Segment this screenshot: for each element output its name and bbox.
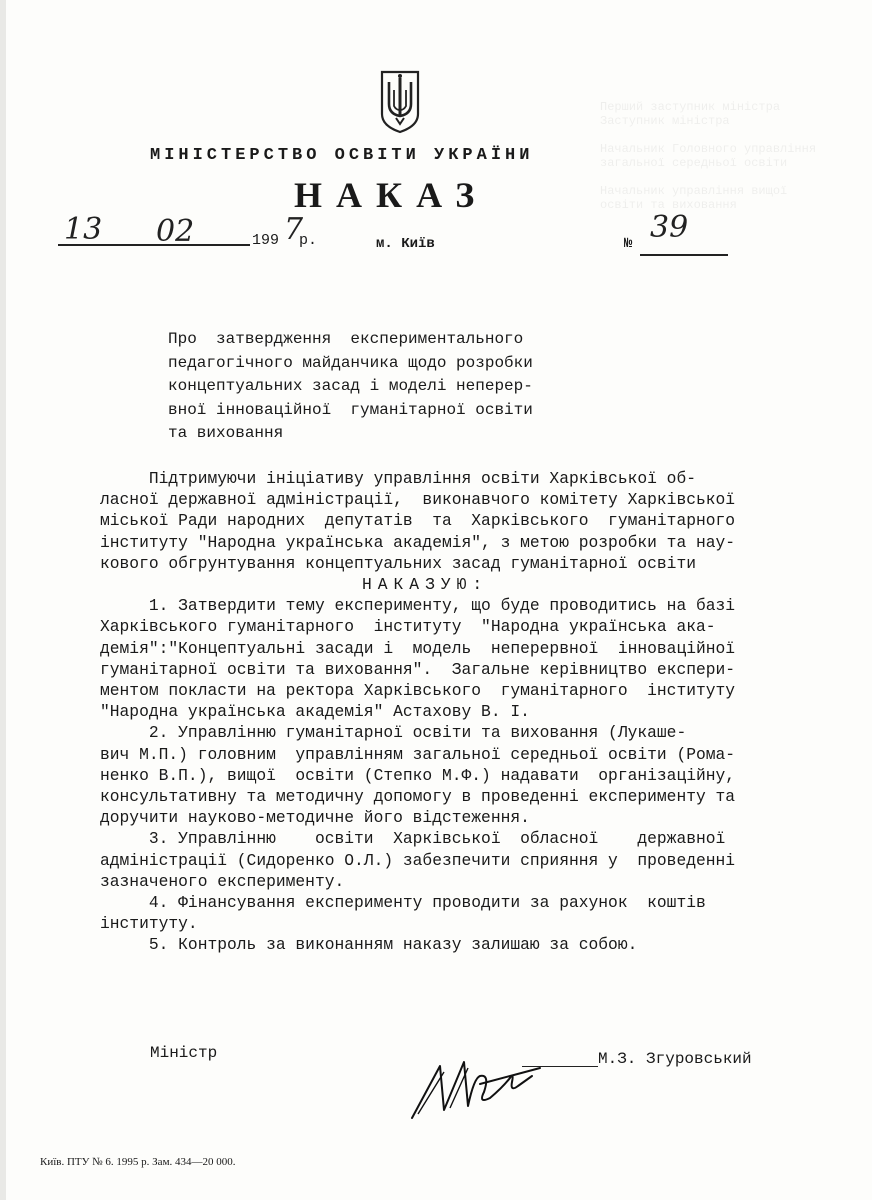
year-prefix: 199 — [252, 232, 280, 249]
preamble-line: міської Ради народних депутатів та Харківського гуманітарного — [100, 511, 736, 531]
subject-line: Про затвердження експериментального — [168, 330, 524, 348]
date-day: 13 — [64, 212, 103, 247]
item-line: 4. Фінансування експерименту проводити за рахунок коштів — [100, 893, 706, 913]
city: м. Київ — [376, 236, 435, 252]
document-type-title: НАКАЗ — [294, 175, 489, 215]
item-line: гуманітарної освіти та виховання". Загальне керівництво експери- — [100, 659, 736, 679]
item-line: 2. Управлінню гуманітарної освіти та виховання (Лукашe- — [100, 723, 687, 743]
year-abbr: р. — [299, 232, 318, 249]
number-label: № — [624, 236, 633, 252]
page-edge — [0, 0, 6, 1200]
year-suffix-handwritten: 7 — [284, 212, 304, 247]
item-line: Харківського гуманітарного інституту "Народна українська ака- — [100, 617, 716, 637]
order-body — [100, 468, 770, 956]
item-line: вич М.П.) головним управлінням загальної середньої освіти (Рома- — [100, 744, 736, 764]
subject-line: педагогічного майданчика щодо розробки — [168, 353, 533, 372]
signatory-name: М.З. Згуровський — [598, 1050, 752, 1068]
trident-emblem-icon — [378, 66, 422, 136]
item-line: демія":"Концептуальні засади і модель неперервної інноваційної — [100, 638, 736, 658]
item-line: "Народна українська академія" Астахову В. І. — [100, 702, 530, 722]
date-underline — [58, 244, 250, 246]
document-number: 39 — [650, 210, 689, 245]
item-line: 3. Управлінню освіти Харківської обласної державної — [100, 829, 726, 849]
preamble-line: інституту "Народна українська академія", з метою розробки та нау- — [100, 532, 736, 552]
date-month: 02 — [156, 214, 195, 249]
order-word: НАКАЗУЮ: — [362, 575, 489, 595]
signatory-title: Міністр — [150, 1044, 218, 1062]
subject-line: концептуальних засад і моделі неперер- — [168, 377, 533, 395]
handwritten-signature — [410, 1048, 550, 1128]
order-word-row — [100, 574, 770, 595]
item-line: ментом покласти на ректора Харківського гуманітарного інституту — [100, 681, 736, 701]
preamble-line: ласної державної адміністрації, виконавчого комітету Харківської — [100, 490, 736, 510]
item-line: інституту. — [100, 914, 198, 934]
printer-mark: Київ. ПТУ № 6. 1995 р. Зам. 434—20 000. — [40, 1156, 236, 1168]
subject-line: та виховання — [168, 424, 284, 442]
item-line: ненко В.П.), вищої освіти (Степко М.Ф.) надавати організаційну, — [100, 765, 736, 785]
number-underline — [640, 254, 728, 256]
item-line: консультативну та методичну допомогу в проведенні експерименту та — [100, 787, 736, 807]
preamble-line: Підтримуючи ініціативу управління освіти Харківської об- — [100, 469, 696, 488]
item-line: зазначеного експерименту. — [100, 871, 345, 891]
item-line: доручити науково-методичне його відстеження. — [100, 808, 530, 828]
subject-block — [168, 328, 628, 446]
subject-line: вної інноваційної гуманітарної освіти — [168, 400, 533, 419]
bleed-through-text: Перший заступник міністра Заступник міністра Начальник Головного управління загальної середньої освіти Начальник управління вищої освіти та виховання — [600, 100, 817, 212]
item-line: адміністрації (Сидоренко О.Л.) забезпечити сприяння у проведенні — [100, 850, 736, 870]
item-line: 1. Затвердити тему експерименту, що буде проводитись на базі — [100, 596, 736, 616]
item-line: 5. Контроль за виконанням наказу залишаю за собою. — [100, 935, 638, 955]
ministry-name: МІНІСТЕРСТВО ОСВІТИ УКРАЇНИ — [150, 146, 534, 165]
preamble-line: кового обгрунтування концептуальних засад гуманітарної освіти — [100, 553, 696, 573]
